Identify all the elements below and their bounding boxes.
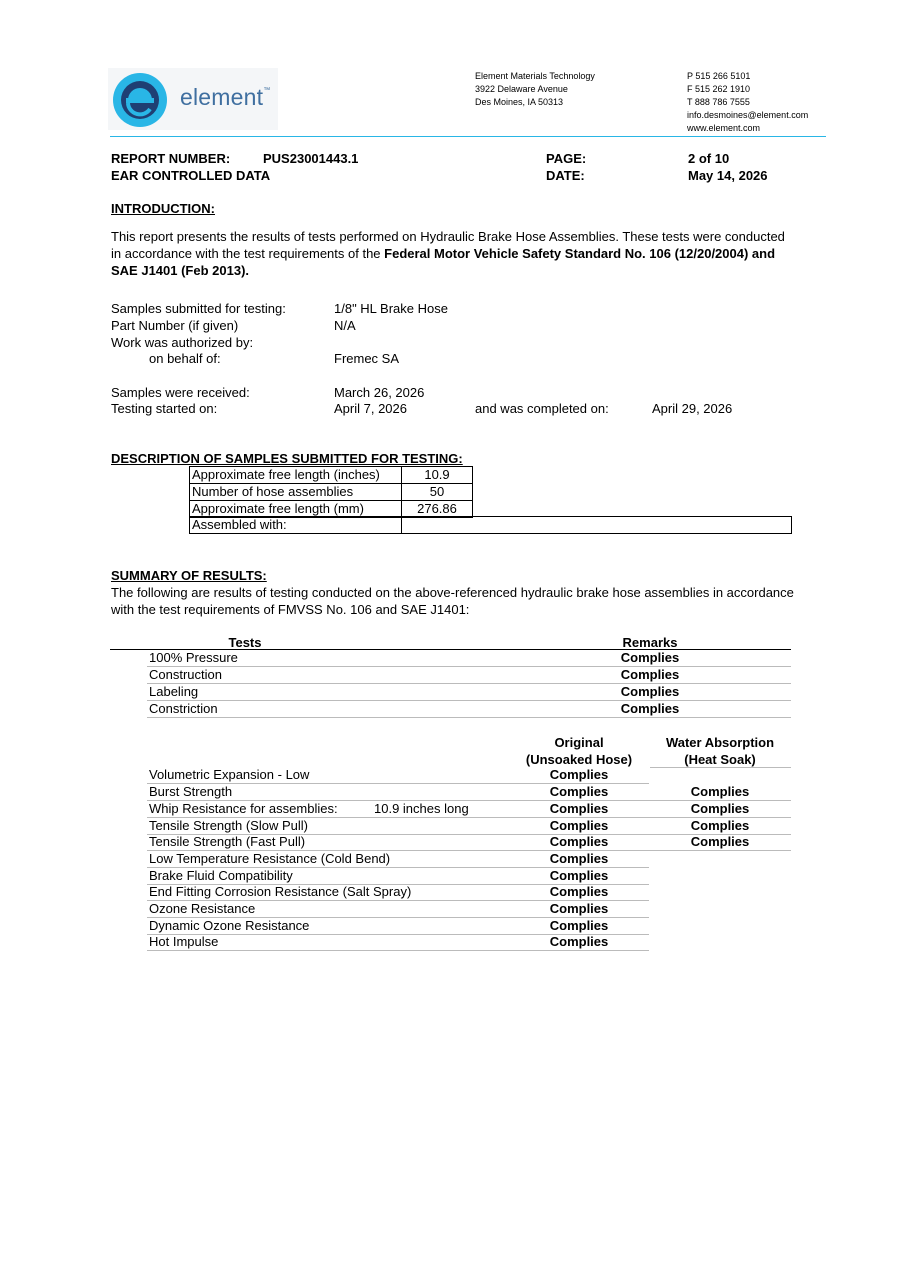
original-result: Complies	[549, 784, 609, 799]
description-label: Number of hose assemblies	[190, 484, 402, 501]
phone-line: P 515 266 5101	[687, 71, 751, 81]
intro-line: This report presents the results of tests performed on Hydraulic Brake Hose Assemblies. These tests were conducted	[111, 229, 785, 244]
header-line: (Unsoaked Hose)	[525, 752, 633, 767]
original-result: Complies	[549, 868, 609, 883]
tests-column-header: Tests	[228, 635, 262, 650]
water-column-header	[650, 734, 790, 768]
description-value: 10.9	[402, 467, 473, 484]
test-name: Labeling	[149, 684, 199, 699]
behalf-of-label: on behalf of:	[149, 351, 221, 366]
table-row	[147, 884, 649, 901]
table-row	[147, 650, 791, 667]
report-number: PUS23001443.1	[263, 151, 359, 166]
ear-controlled-label: EAR CONTROLLED DATA	[111, 168, 271, 183]
summary-heading: SUMMARY OF RESULTS:	[111, 568, 267, 583]
water-header-rule	[650, 767, 791, 768]
address-line: Element Materials Technology	[475, 71, 595, 81]
website-link[interactable]: www.element.com	[687, 123, 761, 133]
table-row	[147, 901, 649, 918]
test-name: End Fitting Corrosion Resistance (Salt Spray)	[149, 884, 412, 899]
description-label: Approximate free length (inches)	[190, 467, 402, 484]
table-row	[147, 701, 791, 718]
description-value: 276.86	[402, 501, 473, 518]
original-result: Complies	[549, 834, 609, 849]
test-name: Constriction	[149, 701, 218, 716]
table-row	[147, 851, 649, 868]
element-logo-icon	[111, 72, 169, 128]
part-number-value: N/A	[334, 318, 356, 333]
description-value: 50	[402, 484, 473, 501]
original-result: Complies	[549, 884, 609, 899]
table-row	[147, 667, 791, 684]
introduction-heading: INTRODUCTION:	[111, 201, 215, 216]
started-value: April 7, 2026	[334, 401, 407, 416]
test-name: Dynamic Ozone Resistance	[149, 918, 310, 933]
summary-paragraph	[111, 584, 831, 618]
remarks-column-header: Remarks	[622, 635, 678, 650]
table-row	[147, 834, 791, 851]
table-row	[147, 801, 791, 818]
page-label: PAGE:	[546, 151, 587, 166]
water-result: Complies	[690, 784, 750, 799]
test-name: Tensile Strength (Fast Pull)	[149, 834, 306, 849]
table-row	[147, 784, 791, 801]
original-result: Complies	[549, 934, 609, 949]
test-remark: Complies	[620, 650, 680, 665]
company-address	[475, 70, 595, 109]
page-value: 2 of 10	[688, 151, 730, 166]
cell-divider	[401, 517, 402, 533]
test-name: Low Temperature Resistance (Cold Bend)	[149, 851, 391, 866]
test-name: Ozone Resistance	[149, 901, 256, 916]
samples-submitted-value: 1/8" HL Brake Hose	[334, 301, 448, 316]
water-result: Complies	[690, 801, 750, 816]
started-label: Testing started on:	[111, 401, 218, 416]
table-row	[190, 484, 473, 501]
table-row	[147, 868, 649, 885]
test-name: Volumetric Expansion - Low	[149, 767, 310, 782]
original-result: Complies	[549, 851, 609, 866]
description-label: Approximate free length (mm)	[190, 501, 402, 518]
original-result: Complies	[549, 767, 609, 782]
test-name: Tensile Strength (Slow Pull)	[149, 818, 308, 833]
authorized-by-label: Work was authorized by:	[111, 335, 254, 350]
date-label: DATE:	[546, 168, 585, 183]
table-row	[147, 818, 791, 835]
original-result: Complies	[549, 818, 609, 833]
part-number-label: Part Number (if given)	[111, 318, 239, 333]
tollfree-line: T 888 786 7555	[687, 97, 750, 107]
completed-label: and was completed on:	[475, 401, 609, 416]
test-name: Whip Resistance for assemblies:	[149, 801, 338, 816]
introduction-paragraph	[111, 228, 831, 279]
test-remark: Complies	[620, 667, 680, 682]
water-result: Complies	[690, 818, 750, 833]
company-contact	[687, 70, 808, 135]
whip-length: 10.9 inches long	[374, 801, 469, 816]
intro-line: in accordance with the test requirements of the Federal Motor Vehicle Safety Standard No. 106 (12/20/2004) and	[111, 246, 776, 261]
test-name: Burst Strength	[149, 784, 233, 799]
test-name: Construction	[149, 667, 222, 682]
original-result: Complies	[549, 901, 609, 916]
water-result: Complies	[690, 834, 750, 849]
test-name: Brake Fluid Compatibility	[149, 868, 293, 883]
original-result: Complies	[549, 801, 609, 816]
logo-wordmark: element™	[180, 84, 271, 110]
table-row	[147, 684, 791, 701]
description-table	[189, 466, 473, 518]
test-name: 100% Pressure	[149, 650, 238, 665]
description-label: Assembled with:	[192, 517, 287, 532]
table-row	[147, 918, 649, 935]
completed-value: April 29, 2026	[652, 401, 733, 416]
intro-line: SAE J1401 (Feb 2013).	[111, 263, 250, 278]
assembled-with-row	[189, 516, 792, 534]
header-line: Original	[554, 735, 604, 750]
header-line: (Heat Soak)	[684, 752, 756, 767]
summary-line: with the test requirements of FMVSS No. 106 and SAE J1401:	[111, 602, 470, 617]
samples-submitted-label: Samples submitted for testing:	[111, 301, 286, 316]
table-row	[190, 501, 473, 518]
email-link[interactable]: info.desmoines@element.com	[687, 110, 809, 120]
address-line: Des Moines, IA 50313	[475, 97, 564, 107]
fax-line: F 515 262 1910	[687, 84, 751, 94]
header-divider	[110, 136, 826, 137]
test-remark: Complies	[620, 701, 680, 716]
received-value: March 26, 2026	[334, 385, 425, 400]
received-label: Samples were received:	[111, 385, 250, 400]
test-name: Hot Impulse	[149, 934, 219, 949]
table-row	[147, 934, 649, 951]
report-number-label: REPORT NUMBER:	[111, 151, 231, 166]
address-line: 3922 Delaware Avenue	[475, 84, 568, 94]
behalf-of-value: Fremec SA	[334, 351, 400, 366]
table-row	[190, 467, 473, 484]
test-remark: Complies	[620, 684, 680, 699]
header-line: Water Absorption	[665, 735, 775, 750]
original-result: Complies	[549, 918, 609, 933]
table-row	[147, 767, 649, 784]
summary-line: The following are results of testing conducted on the above-referenced hydraulic brake hose assemblies in accordance	[111, 585, 794, 600]
date-value: May 14, 2026	[688, 168, 768, 183]
description-heading: DESCRIPTION OF SAMPLES SUBMITTED FOR TESTING:	[111, 451, 463, 466]
original-column-header	[514, 734, 644, 768]
